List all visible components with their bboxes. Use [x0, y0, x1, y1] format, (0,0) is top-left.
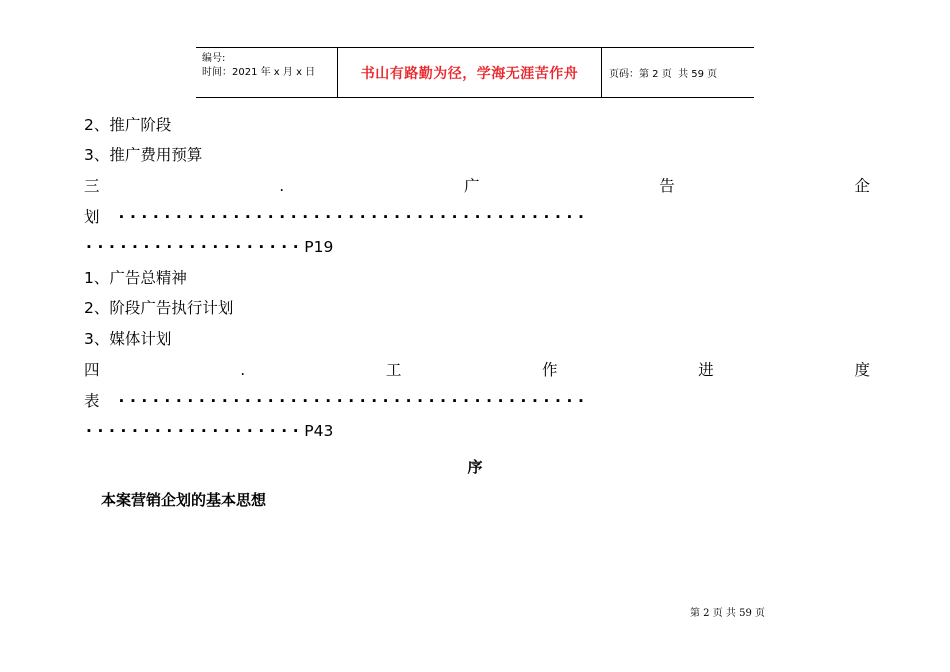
toc-section-3-leader-line1 [84, 207, 589, 227]
toc-item-1-ad-spirit: 1、广告总精神 [84, 269, 187, 287]
toc-section-4-char: . [240, 361, 246, 379]
toc-section-4-char: 作 [542, 361, 558, 379]
header-meta-cell [196, 48, 338, 97]
toc-section-4-char: 四 [84, 361, 100, 379]
toc-section-3-char: . [279, 177, 285, 195]
toc-dot-leader: ··················· [86, 238, 305, 256]
toc-section-4-last-char: 表 [84, 392, 100, 410]
toc-section-4-char: 度 [854, 361, 870, 379]
header-motto: 书山有路勤为径，学海无涯苦作舟 [338, 48, 602, 97]
toc-section-3-char: 告 [659, 177, 675, 195]
header-page-code: 页码：第 2 页 共 59 页 [609, 69, 718, 80]
toc-section-3-char: 三 [84, 177, 100, 195]
toc-item-2-ad-plan: 2、阶段广告执行计划 [84, 299, 234, 317]
toc-item-3-promotion-budget: 3、推广费用预算 [84, 146, 203, 164]
doc-time-label: 时间：2021 年 x 月 x 日 [202, 67, 316, 78]
toc-section-4-char: 进 [698, 361, 714, 379]
toc-section-3-last-char: 划 [84, 208, 100, 226]
toc-section-3-char: 广 [463, 177, 480, 195]
doc-number-label: 编号: [202, 53, 226, 64]
toc-dot-leader: ··················· [86, 422, 305, 440]
preface-title: 序 [467, 458, 483, 476]
toc-section-4-page: P43 [304, 422, 334, 440]
toc-item-3-media-plan: 3、媒体计划 [84, 330, 172, 348]
section-heading: 本案营销企划的基本思想 [101, 491, 267, 509]
toc-dot-leader: ········································· [118, 392, 590, 410]
toc-section-4-leader-line2 [84, 421, 333, 441]
page-header [196, 47, 754, 98]
toc-section-3-heading [84, 176, 870, 196]
toc-section-4-char: 工 [385, 361, 402, 379]
toc-section-3-char: 企 [854, 177, 870, 195]
toc-item-2-promotion-stage: 2、推广阶段 [84, 116, 172, 134]
toc-section-4-leader-line1 [84, 391, 589, 411]
toc-section-3-leader-line2 [84, 237, 333, 257]
toc-section-3-page: P19 [304, 238, 334, 256]
toc-dot-leader: ········································· [118, 208, 590, 226]
page-footer: 第 2 页 共 59 页 [690, 608, 765, 619]
header-page-code-cell [602, 48, 754, 97]
toc-section-4-heading [84, 360, 870, 380]
